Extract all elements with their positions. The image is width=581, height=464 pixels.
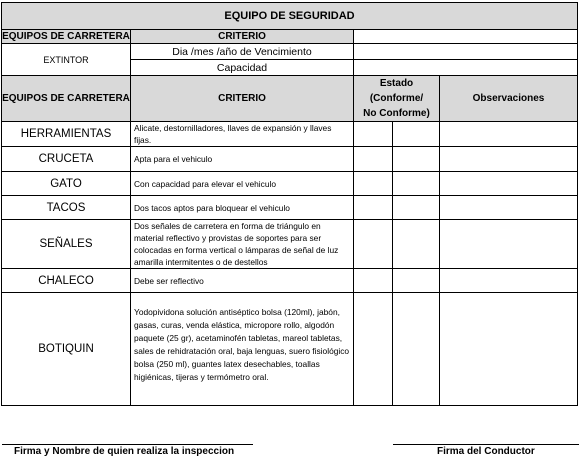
item-cruceta: CRUCETA xyxy=(2,147,131,172)
form-title: EQUIPO DE SEGURIDAD xyxy=(2,3,578,30)
estado-conforme-cell[interactable] xyxy=(354,122,393,147)
observaciones-cell[interactable] xyxy=(440,269,578,293)
estado-no-conforme-cell[interactable] xyxy=(393,122,440,147)
table-row xyxy=(2,172,578,196)
observaciones-cell[interactable] xyxy=(440,172,578,196)
extintor-criterio-capacity: Capacidad xyxy=(131,60,354,76)
inspection-form xyxy=(1,2,577,406)
table-row xyxy=(2,269,578,293)
estado-no-conforme-cell[interactable] xyxy=(393,196,440,220)
table-row xyxy=(2,220,578,269)
estado-no-conforme-cell[interactable] xyxy=(393,269,440,293)
estado-header-line2: (Conforme/ xyxy=(369,93,424,104)
criterio-tacos: Dos tacos aptos para bloquear el vehiculo xyxy=(131,196,354,220)
estado-conforme-cell[interactable] xyxy=(354,220,393,269)
table-row xyxy=(2,122,578,147)
estado-no-conforme-cell[interactable] xyxy=(393,220,440,269)
criterio-cruceta: Apta para el vehiculo xyxy=(131,147,354,172)
table-row xyxy=(2,293,578,406)
estado-conforme-cell[interactable] xyxy=(354,293,393,406)
item-senales: SEÑALES xyxy=(2,220,131,269)
observaciones-cell[interactable] xyxy=(440,220,578,269)
extintor-equipos-header: EQUIPOS DE CARRETERA xyxy=(2,31,130,42)
safety-equipment-table xyxy=(1,2,578,406)
table-row xyxy=(2,196,578,220)
item-botiquin: BOTIQUIN xyxy=(2,293,131,406)
extintor-expiry-field[interactable] xyxy=(354,44,578,60)
criterio-senales: Dos señales de carretera en forma de triángulo en material reflectivo y provistas de soportes para ser colocadas en forma vertical o lámparas de señal de luz amarilla intermitentes o de destellos xyxy=(131,220,354,269)
criterio-header: CRITERIO xyxy=(131,76,354,122)
estado-no-conforme-cell[interactable] xyxy=(393,147,440,172)
criterio-gato: Con capacidad para elevar el vehiculo xyxy=(131,172,354,196)
item-chaleco: CHALECO xyxy=(2,269,131,293)
extintor-capacity-field[interactable] xyxy=(354,60,578,76)
observaciones-cell[interactable] xyxy=(440,196,578,220)
table-row xyxy=(2,147,578,172)
conductor-signature-line[interactable] xyxy=(393,444,579,445)
conductor-signature-label: Firma del Conductor xyxy=(437,446,535,457)
extintor-criterio-expiry: Dia /mes /año de Vencimiento xyxy=(131,44,354,60)
item-gato: GATO xyxy=(2,172,131,196)
item-tacos: TACOS xyxy=(2,196,131,220)
estado-header xyxy=(354,76,440,122)
estado-conforme-cell[interactable] xyxy=(354,147,393,172)
estado-conforme-cell[interactable] xyxy=(354,172,393,196)
inspector-signature-line[interactable] xyxy=(2,444,253,445)
estado-conforme-cell[interactable] xyxy=(354,269,393,293)
estado-header-line3: No Conforme) xyxy=(363,108,430,119)
estado-no-conforme-cell[interactable] xyxy=(393,293,440,406)
criterio-botiquin: Yodopividona solución antiséptico bolsa (120ml), jabón, gasas, curas, venda elástica, micropore rollo, algodón paquete (25 gr), acetaminofén tabletas, mareol tabletas, sales de rehidratación oral, baja lenguas, suero fisiológico bolsa (250 ml), guantes latex desechables, toallas higiénicas, tijeras y termómetro oral. xyxy=(131,293,354,406)
extintor-criterio-header: CRITERIO xyxy=(131,30,354,44)
estado-header-line1: Estado xyxy=(379,78,414,89)
observaciones-cell[interactable] xyxy=(440,147,578,172)
item-herramientas: HERRAMIENTAS xyxy=(2,122,131,147)
criterio-herramientas: Alicate, destornilladores, llaves de expansión y llaves fijas. xyxy=(131,122,354,147)
inspector-signature-label: Firma y Nombre de quien realiza la inspeccion xyxy=(14,446,235,457)
equipos-header: EQUIPOS DE CARRETERA xyxy=(2,76,131,122)
estado-conforme-cell[interactable] xyxy=(354,196,393,220)
observaciones-header: Observaciones xyxy=(440,76,578,122)
criterio-chaleco: Debe ser reflectivo xyxy=(131,269,354,293)
extintor-label: EXTINTOR xyxy=(2,44,131,76)
estado-no-conforme-cell[interactable] xyxy=(393,172,440,196)
observaciones-cell[interactable] xyxy=(440,122,578,147)
extintor-blank-cell[interactable] xyxy=(354,30,578,44)
observaciones-cell[interactable] xyxy=(440,293,578,406)
